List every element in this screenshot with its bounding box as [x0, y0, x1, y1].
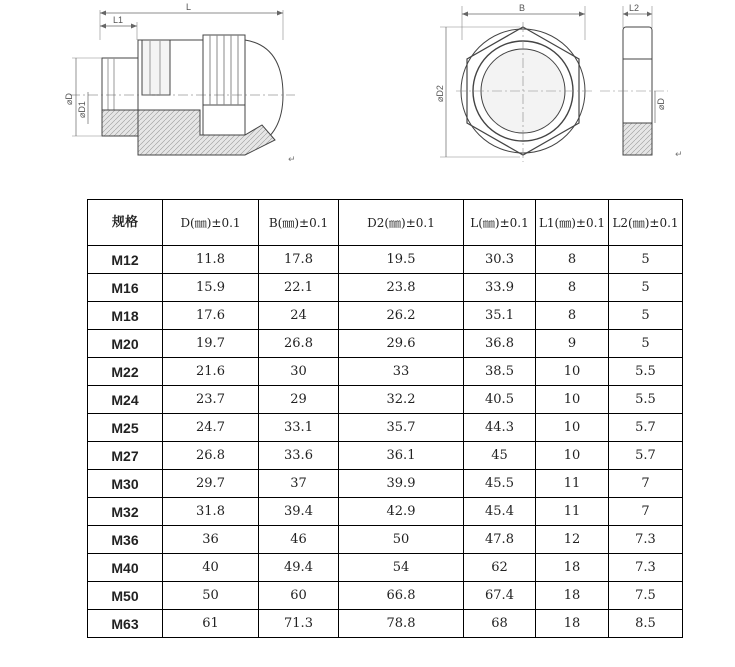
header-cell: L2(㎜)±0.1 [609, 200, 683, 246]
value-cell: 39.9 [339, 470, 464, 498]
value-cell: 36.8 [464, 330, 536, 358]
model-cell: M18 [88, 302, 163, 330]
table-row [88, 554, 683, 582]
table-row [88, 330, 683, 358]
table-row [88, 414, 683, 442]
value-cell: 18 [536, 610, 609, 638]
model-cell: M22 [88, 358, 163, 386]
technical-drawings [0, 0, 735, 190]
value-cell: 29.6 [339, 330, 464, 358]
label-diameter: ⌀D [64, 93, 74, 105]
value-cell: 24 [259, 302, 339, 330]
value-cell: 44.3 [464, 414, 536, 442]
value-cell: 45.5 [464, 470, 536, 498]
value-cell: 78.8 [339, 610, 464, 638]
value-cell: 5.5 [609, 386, 683, 414]
value-cell: 17.6 [163, 302, 259, 330]
model-cell: M25 [88, 414, 163, 442]
value-cell: 21.6 [163, 358, 259, 386]
value-cell: 33.1 [259, 414, 339, 442]
value-cell: 50 [339, 526, 464, 554]
model-cell: M36 [88, 526, 163, 554]
header-cell: L(㎜)±0.1 [464, 200, 536, 246]
value-cell: 22.1 [259, 274, 339, 302]
header-cell: D2(㎜)±0.1 [339, 200, 464, 246]
value-cell: 45 [464, 442, 536, 470]
value-cell: 49.4 [259, 554, 339, 582]
gland-side-view [70, 10, 295, 155]
model-cell: M63 [88, 610, 163, 638]
value-cell: 10 [536, 358, 609, 386]
value-cell: 29.7 [163, 470, 259, 498]
value-cell: 8 [536, 274, 609, 302]
value-cell: 67.4 [464, 582, 536, 610]
value-cell: 26.8 [163, 442, 259, 470]
value-cell: 18 [536, 582, 609, 610]
value-cell: 8 [536, 246, 609, 274]
value-cell: 36 [163, 526, 259, 554]
value-cell: 5.7 [609, 414, 683, 442]
value-cell: 40.5 [464, 386, 536, 414]
value-cell: 26.8 [259, 330, 339, 358]
value-cell: 37 [259, 470, 339, 498]
return-mark-left: ↵ [288, 155, 296, 165]
header-cell: D(㎜)±0.1 [163, 200, 259, 246]
table-row [88, 526, 683, 554]
value-cell: 38.5 [464, 358, 536, 386]
header-cell: 规格 [88, 200, 163, 246]
value-cell: 5.7 [609, 442, 683, 470]
value-cell: 31.8 [163, 498, 259, 526]
value-cell: 35.1 [464, 302, 536, 330]
value-cell: 23.7 [163, 386, 259, 414]
value-cell: 66.8 [339, 582, 464, 610]
table-row [88, 442, 683, 470]
value-cell: 5 [609, 302, 683, 330]
table-row [88, 358, 683, 386]
value-cell: 7.3 [609, 554, 683, 582]
table-row [88, 610, 683, 638]
return-mark-right: ↵ [675, 150, 683, 160]
value-cell: 19.5 [339, 246, 464, 274]
value-cell: 10 [536, 414, 609, 442]
model-cell: M24 [88, 386, 163, 414]
value-cell: 47.8 [464, 526, 536, 554]
table-row [88, 274, 683, 302]
model-cell: M16 [88, 274, 163, 302]
label-l2: L2 [629, 3, 640, 13]
label-d2: ⌀D2 [435, 85, 445, 102]
value-cell: 32.2 [339, 386, 464, 414]
model-cell: M20 [88, 330, 163, 358]
value-cell: 5 [609, 274, 683, 302]
value-cell: 50 [163, 582, 259, 610]
value-cell: 7 [609, 470, 683, 498]
header-cell: B(㎜)±0.1 [259, 200, 339, 246]
value-cell: 62 [464, 554, 536, 582]
table-row [88, 498, 683, 526]
value-cell: 5 [609, 330, 683, 358]
model-cell: M30 [88, 470, 163, 498]
value-cell: 33.9 [464, 274, 536, 302]
value-cell: 15.9 [163, 274, 259, 302]
value-cell: 12 [536, 526, 609, 554]
table-row [88, 582, 683, 610]
value-cell: 61 [163, 610, 259, 638]
label-b: B [519, 3, 526, 13]
value-cell: 7 [609, 498, 683, 526]
value-cell: 68 [464, 610, 536, 638]
value-cell: 45.4 [464, 498, 536, 526]
label-l: L [186, 2, 192, 12]
model-cell: M27 [88, 442, 163, 470]
value-cell: 26.2 [339, 302, 464, 330]
value-cell: 23.8 [339, 274, 464, 302]
value-cell: 5.5 [609, 358, 683, 386]
value-cell: 7.5 [609, 582, 683, 610]
value-cell: 11 [536, 470, 609, 498]
model-cell: M40 [88, 554, 163, 582]
value-cell: 33 [339, 358, 464, 386]
nut-front-view [440, 6, 592, 162]
value-cell: 42.9 [339, 498, 464, 526]
value-cell: 11.8 [163, 246, 259, 274]
value-cell: 7.3 [609, 526, 683, 554]
value-cell: 40 [163, 554, 259, 582]
value-cell: 33.6 [259, 442, 339, 470]
label-diameter1: ⌀D1 [77, 101, 87, 118]
header-cell: L1(㎜)±0.1 [536, 200, 609, 246]
value-cell: 60 [259, 582, 339, 610]
label-nut-diameter: ⌀D [656, 98, 666, 110]
value-cell: 10 [536, 386, 609, 414]
value-cell: 8.5 [609, 610, 683, 638]
value-cell: 54 [339, 554, 464, 582]
value-cell: 11 [536, 498, 609, 526]
value-cell: 18 [536, 554, 609, 582]
value-cell: 71.3 [259, 610, 339, 638]
label-l1: L1 [113, 15, 124, 25]
value-cell: 30 [259, 358, 339, 386]
value-cell: 17.8 [259, 246, 339, 274]
table-row [88, 470, 683, 498]
value-cell: 30.3 [464, 246, 536, 274]
value-cell: 9 [536, 330, 609, 358]
value-cell: 5 [609, 246, 683, 274]
value-cell: 36.1 [339, 442, 464, 470]
table-body [88, 246, 683, 638]
model-cell: M32 [88, 498, 163, 526]
nut-side-view [600, 6, 668, 155]
model-cell: M12 [88, 246, 163, 274]
table-row [88, 386, 683, 414]
model-cell: M50 [88, 582, 163, 610]
value-cell: 39.4 [259, 498, 339, 526]
value-cell: 10 [536, 442, 609, 470]
table-header-row [88, 200, 683, 246]
value-cell: 29 [259, 386, 339, 414]
value-cell: 35.7 [339, 414, 464, 442]
value-cell: 46 [259, 526, 339, 554]
table-row [88, 246, 683, 274]
value-cell: 8 [536, 302, 609, 330]
value-cell: 24.7 [163, 414, 259, 442]
table-row [88, 302, 683, 330]
spec-table [87, 199, 683, 638]
value-cell: 19.7 [163, 330, 259, 358]
